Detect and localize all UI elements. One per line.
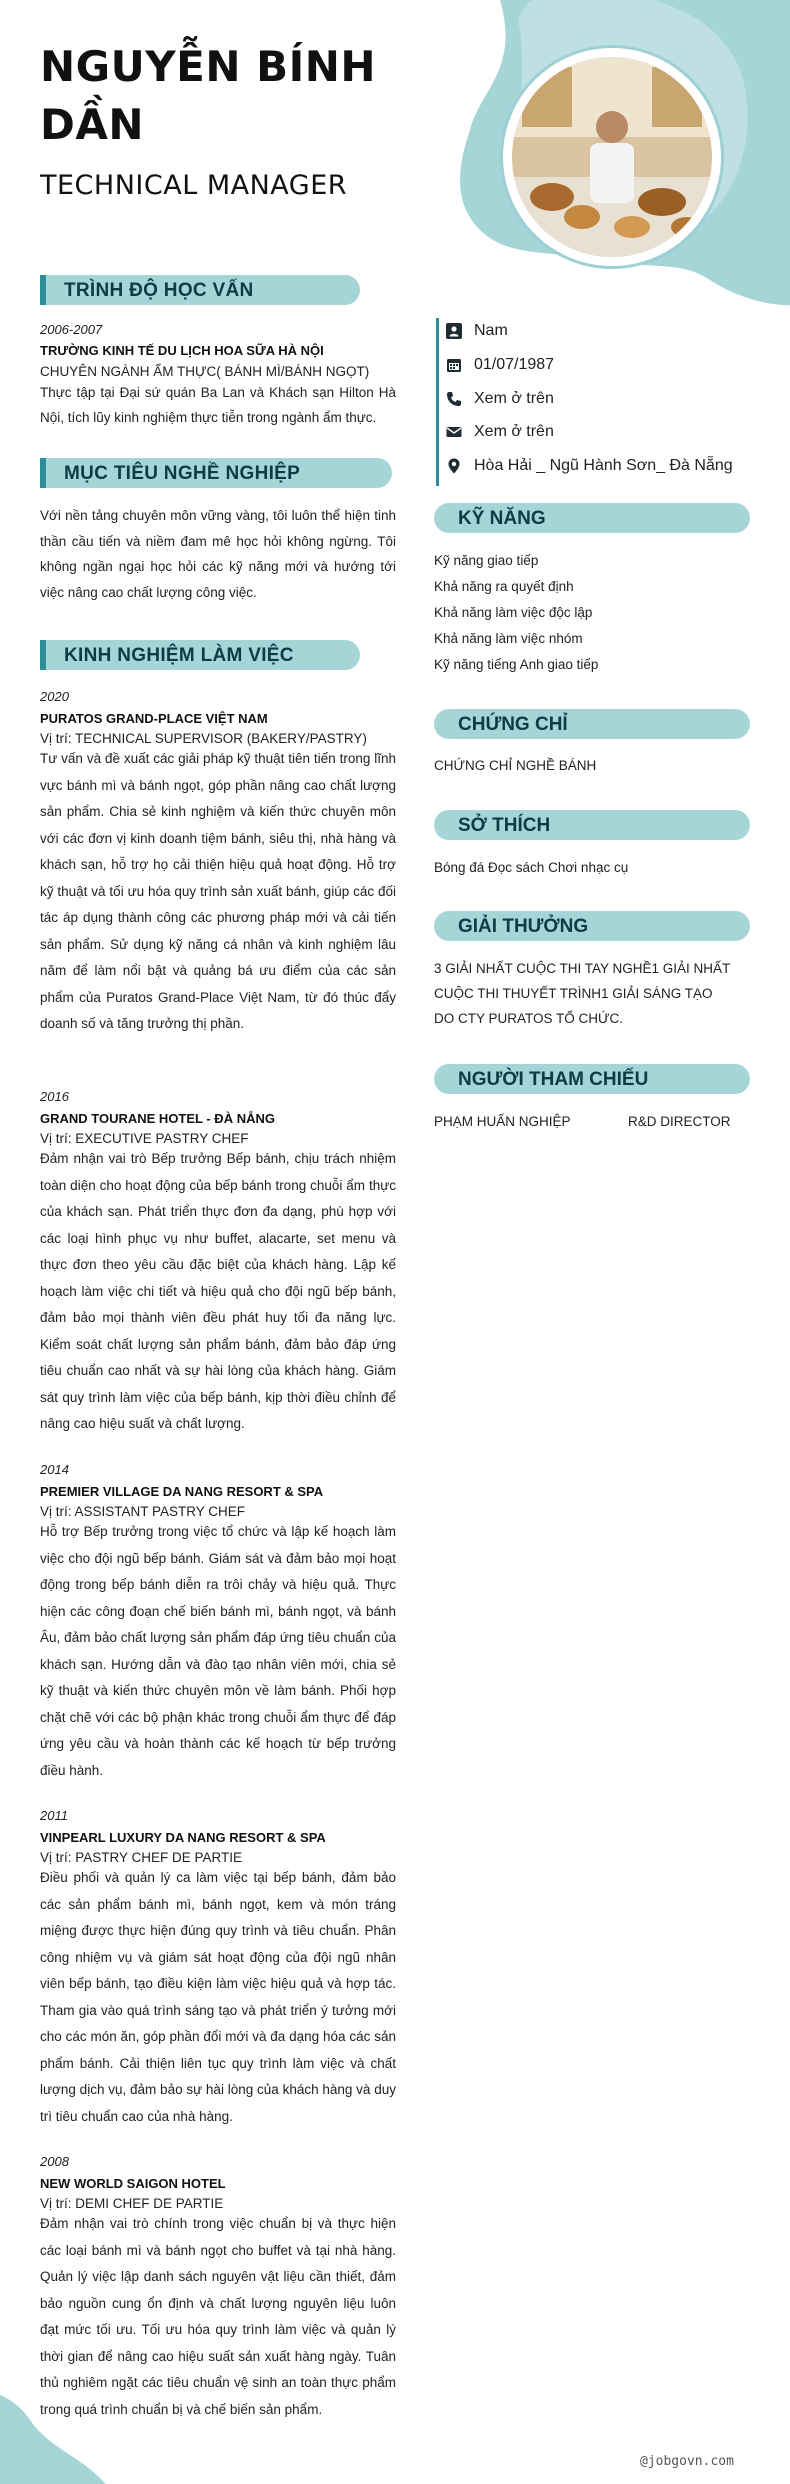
calendar-icon [446, 357, 462, 373]
experience-item: 2011 VINPEARL LUXURY DA NANG RESORT & SPA Vị trí: PASTRY CHEF DE PARTIE Điều phối và quản lý ca làm việc tại bếp bánh, đảm bảo các sản phẩm bánh mì, bánh ngọt, kem và món tráng miệng được thực hiện đúng quy trình và tiêu chuẩn. Phân công nhiệm vụ và giám sát hoạt động của đội ngũ nhân viên bếp bánh, tạo điều kiện làm việc hiệu quả và hợp tác. Tham gia vào quá trình sáng tạo và phát triển ý tưởng mới cho các món ăn, góp phần đổi mới và đa dạng hóa các sản phẩm bánh. Cải thiện liên tục quy trình làm việc và chất lượng dịch vụ, đảm bảo sự hài lòng của khách hàng và duy trì tiêu chuẩn cao của nhà hàng. [40, 1808, 396, 2124]
birthday-text: 01/07/1987 [474, 356, 555, 373]
reference-position: R&D DIRECTOR [628, 1114, 731, 1129]
certificate-text: CHỨNG CHỈ NGHỀ BÁNH [434, 758, 597, 773]
experience-item: 2014 PREMIER VILLAGE DA NANG RESORT & SPA Vị trí: ASSISTANT PASTRY CHEF Hỗ trợ Bếp trưởng trong việc tổ chức và lập kế hoạch làm việc cho đội ngũ bếp bánh. Giám sát và đảm bảo mọi hoạt động trong bếp bánh diễn ra trôi chảy và hiệu quả. Thực hiện các công đoạn chế biến bánh mì, bánh ngọt, và bánh Âu, đảm bảo chất lượng sản phẩm đáp ứng tiêu chuẩn của khách sạn. Hướng dẫn và đào tạo nhân viên mới, chia sẻ kỹ thuật và kiến thức chuyên môn về làm bánh. Phối hợp chặt chẽ với các bộ phận khác trong chuỗi ẩm thực để đáp ứng yêu cầu và hoàn thành các kế hoạch từ bếp trưởng điều hành. [40, 1462, 396, 1778]
skill-item: Kỹ năng giao tiếp [434, 553, 539, 568]
experience-item: 2016 GRAND TOURANE HOTEL - ĐÀ NẴNG Vị trí: EXECUTIVE PASTRY CHEF Đảm nhận vai trò Bếp trưởng Bếp bánh, chịu trách nhiệm toàn diện cho hoạt động của bếp bánh trong chuỗi ẩm thực của khách sạn. Phát triển thực đơn đa dạng, phù hợp với các loại hình phục vụ như buffet, alacarte, set menu và thực đơn theo yêu cầu đặc biệt của khách hàng. Lập kế hoạch làm việc chi tiết và hiệu quả cho đội ngũ bếp bánh, đảm bảo mọi thành viên đều phát huy tối đa năng lực. Kiểm soát chất lượng sản phẩm bánh, đảm bảo đáp ứng tiêu chuẩn cao nhất và sự hài lòng của khách hàng. Giám sát quy trình làm việc của bếp bánh, kịp thời điều chỉnh để nâng cao hiệu suất và chất lượng. [40, 1089, 396, 1431]
phone-icon [446, 391, 462, 407]
phone-row [446, 387, 554, 411]
avatar [512, 57, 712, 257]
address-row [446, 454, 733, 478]
person-icon [446, 323, 462, 339]
objective-text: Với nền tảng chuyên môn vững vàng, tôi luôn thể hiện tinh thần cầu tiến và niềm đam mê học hỏi không ngừng. Tôi không ngần ngại học hỏi các kỹ năng mới và hướng tới việc nâng cao chất lượng công việc. [40, 508, 396, 600]
birthday-row [446, 353, 554, 377]
location-pin-icon [446, 458, 462, 474]
skill-item: Khả năng làm việc độc lập [434, 605, 593, 620]
email-text: Xem ở trên [474, 423, 554, 440]
skill-item: Khả năng làm việc nhóm [434, 631, 583, 646]
experience-heading: KINH NGHIỆM LÀM VIỆC [40, 640, 360, 670]
awards-heading: GIẢI THƯỞNG [434, 911, 750, 941]
references-heading: NGƯỜI THAM CHIẾU [434, 1064, 750, 1094]
gender-row [446, 319, 508, 343]
address-text: Hòa Hải _ Ngũ Hành Sơn_ Đà Nẵng [474, 457, 733, 474]
hobbies-heading: SỞ THÍCH [434, 810, 750, 840]
gender-text: Nam [474, 322, 508, 339]
certificates-heading: CHỨNG CHỈ [434, 709, 750, 739]
email-row [446, 420, 554, 444]
skill-item: Khả năng ra quyết định [434, 579, 574, 594]
watermark: @jobgovn.com [640, 2454, 734, 2469]
candidate-name: NGUYỄN BÍNH DẦN [40, 42, 377, 149]
awards-text: 3 GIẢI NHẤT CUỘC THI TAY NGHỀ1 GIẢI NHẤT CUỘC THI THUYẾT TRÌNH1 GIẢI SÁNG TẠO DO CTY PURATOS TỔ CHỨC. [434, 961, 731, 1026]
hobbies-text: Bóng đá Đọc sách Chơi nhạc cụ [434, 860, 629, 875]
education-note: Thực tập tại Đại sứ quán Ba Lan và Khách sạn Hilton Hà Nội, tích lũy kinh nghiệm thực tiễn trong ngành ẩm thực. [40, 385, 396, 425]
objective-heading: MỤC TIÊU NGHỀ NGHIỆP [40, 458, 392, 488]
envelope-icon [446, 424, 462, 440]
candidate-title: TECHNICAL MANAGER [40, 170, 348, 201]
education-heading: TRÌNH ĐỘ HỌC VẤN [40, 275, 360, 305]
reference-name: PHẠM HUẤN NGHIỆP [434, 1114, 571, 1129]
skill-item: Kỹ năng tiếng Anh giao tiếp [434, 657, 599, 672]
education-period: 2006-2007 [40, 322, 103, 337]
contact-divider [436, 318, 439, 486]
experience-item: 2020 PURATOS GRAND-PLACE VIỆT NAM Vị trí: TECHNICAL SUPERVISOR (BAKERY/PASTRY) Tư vấn và đề xuất các giải pháp kỹ thuật tiên tiến trong lĩnh vực bánh mì và bánh ngọt, góp phần nâng cao chất lượng sản phẩm. Chia sẻ kinh nghiệm và kiến thức chuyên môn với các đơn vị kinh doanh tiệm bánh, siêu thị, nhà hàng và khách sạn, hỗ trợ họ cải thiện hiệu quả hoạt động. Hỗ trợ kỹ thuật và tối ưu hóa quy trình sản xuất bánh, giúp các đối tác áp dụng thành công các phương pháp mới và cải tiến sản phẩm. Sử dụng kỹ năng cá nhân và kinh nghiệm lâu năm để làm nổi bật và quảng bá ưu điểm của các sản phẩm của Puratos Grand-Place Việt Nam, từ đó thúc đẩy doanh số và tăng trưởng thị phần. [40, 689, 396, 1031]
experience-item: 2008 NEW WORLD SAIGON HOTEL Vị trí: DEMI CHEF DE PARTIE Đảm nhận vai trò chính trong việc chuẩn bị và thực hiện các loại bánh mì và bánh ngọt cho buffet và tại nhà hàng. Quản lý việc lập danh sách nguyên vật liệu cần thiết, đảm bảo nguồn cung ổn định và chất lượng nguyên liệu luôn đạt mức tối ưu. Tối ưu hóa quy trình làm việc và quản lý thời gian để nâng cao hiệu suất sản xuất hàng ngày. Tuân thủ nghiêm ngặt các tiêu chuẩn vệ sinh an toàn thực phẩm trong quá trình chuẩn bị và chế biến sản phẩm. [40, 2154, 396, 2417]
skills-heading: KỸ NĂNG [434, 503, 750, 533]
education-school: TRƯỜNG KINH TẾ DU LỊCH HOA SỮA HÀ NỘI [40, 343, 324, 358]
education-section [40, 322, 396, 430]
phone-text: Xem ở trên [474, 390, 554, 407]
education-major: CHUYÊN NGÀNH ẨM THỰC( BÁNH MÌ/BÁNH NGỌT) [40, 364, 370, 379]
